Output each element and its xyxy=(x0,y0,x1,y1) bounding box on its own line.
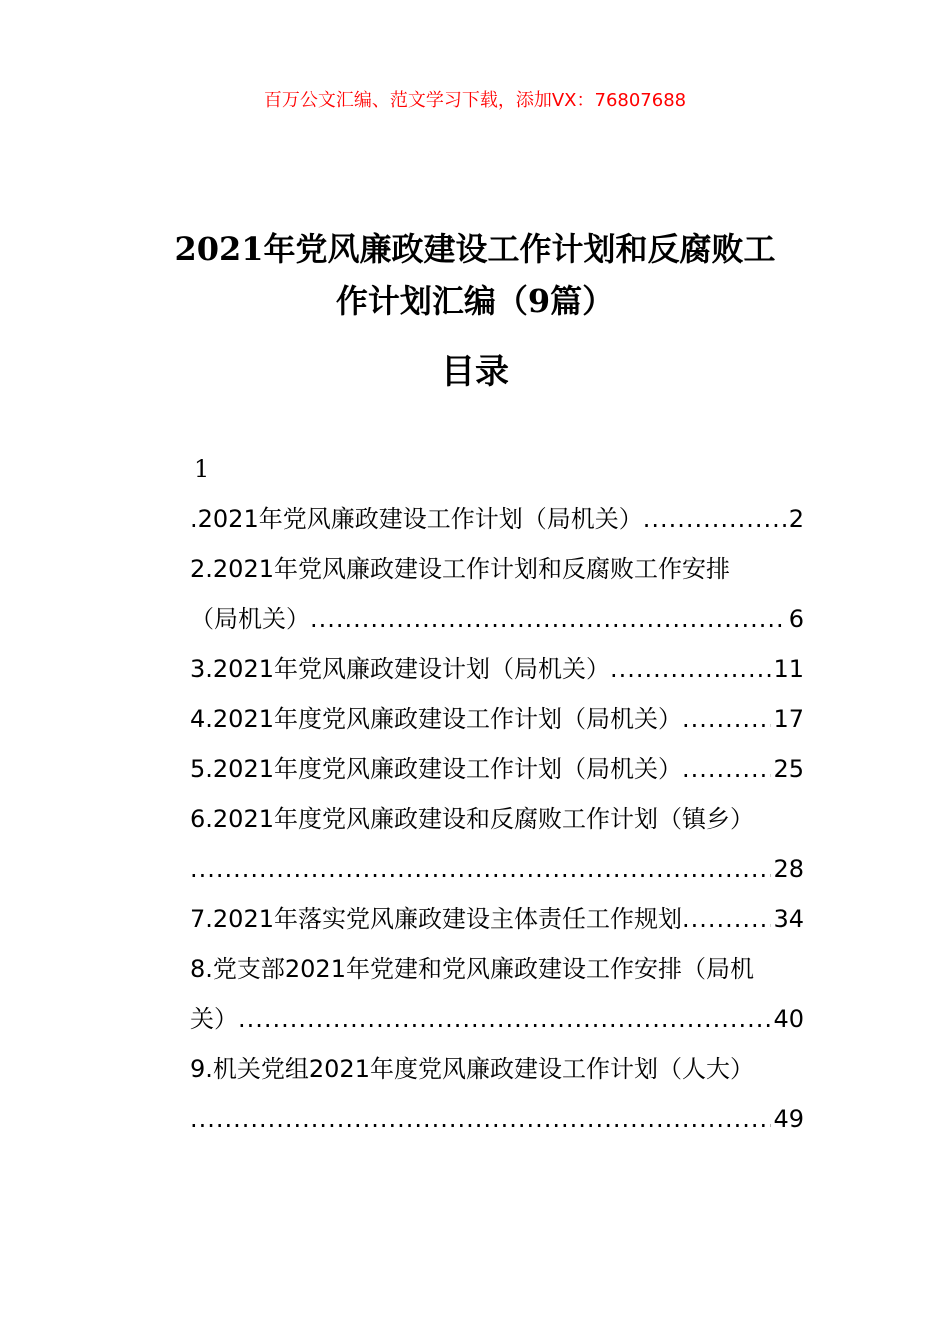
toc-leader-dots xyxy=(643,494,787,544)
toc-entry-page: 11 xyxy=(773,655,804,683)
document-title-line-1: 2021年党风廉政建设工作计划和反腐败工 xyxy=(174,230,776,268)
toc-entry-6[interactable] xyxy=(190,794,804,844)
toc-entry-4[interactable] xyxy=(190,694,804,744)
toc-entry-2-cont[interactable] xyxy=(190,594,804,644)
toc-entry-8[interactable] xyxy=(190,944,804,994)
toc-entry-page: 40 xyxy=(773,1005,804,1033)
toc-entry-9[interactable] xyxy=(190,1044,804,1094)
toc-entry-page: 28 xyxy=(773,855,804,883)
toc-leader-dots xyxy=(682,744,771,794)
toc-entry-2[interactable] xyxy=(190,544,804,594)
toc-entry-text: （局机关） xyxy=(190,605,310,633)
toc-leader-dots xyxy=(682,694,771,744)
toc-entry-page: 25 xyxy=(773,755,804,783)
toc-entry-page: 34 xyxy=(773,905,804,933)
toc-entry-page: 17 xyxy=(773,705,804,733)
toc-entry-text: 8.党支部2021年党建和党风廉政建设工作安排（局机 xyxy=(190,955,754,983)
toc-entry-page: 6 xyxy=(788,605,804,633)
toc-leader-dots xyxy=(682,894,771,944)
toc-entry-text: 9.机关党组2021年度党风廉政建设工作计划（人大） xyxy=(190,1055,754,1083)
toc-entry-page: 49 xyxy=(773,1105,804,1133)
toc-entry-text: 6.2021年度党风廉政建设和反腐败工作计划（镇乡） xyxy=(190,805,754,833)
toc-entry-page: 2 xyxy=(788,505,804,533)
toc-entry-5[interactable] xyxy=(190,744,804,794)
toc-entry-7[interactable] xyxy=(190,894,804,944)
toc-entry-3[interactable] xyxy=(190,644,804,694)
toc-leader-dots xyxy=(610,644,771,694)
toc-entry-text: 关） xyxy=(190,1005,238,1033)
toc-entry-text: 2.2021年党风廉政建设工作计划和反腐败工作安排 xyxy=(190,555,730,583)
watermark-text: 百万公文汇编、范文学习下载，添加VX：76807688 xyxy=(263,90,687,111)
toc-entry-8-cont[interactable] xyxy=(190,994,804,1044)
toc-leader-dots xyxy=(190,844,771,894)
toc-entry-9-cont[interactable] xyxy=(190,1094,804,1144)
toc-leader-dots xyxy=(238,994,771,1044)
toc-leader-dots xyxy=(190,1094,771,1144)
toc-heading: 目录 xyxy=(441,352,509,392)
toc-entry-text: 3.2021年党风廉政建设计划（局机关） xyxy=(190,655,610,683)
table-of-contents xyxy=(190,494,804,1144)
toc-entry-text: .2021年党风廉政建设工作计划（局机关） xyxy=(190,505,643,533)
toc-entry-text: 4.2021年度党风廉政建设工作计划（局机关） xyxy=(190,705,682,733)
toc-entry-text: 7.2021年落实党风廉政建设主体责任工作规划 xyxy=(190,905,682,933)
document-title-line-2: 作计划汇编（9篇） xyxy=(335,282,615,320)
toc-entry-text: 5.2021年度党风廉政建设工作计划（局机关） xyxy=(190,755,682,783)
toc-entry-1[interactable] xyxy=(190,494,804,544)
toc-entry-6-cont[interactable] xyxy=(190,844,804,894)
stray-number: 1 xyxy=(194,455,210,483)
toc-leader-dots xyxy=(310,594,787,644)
